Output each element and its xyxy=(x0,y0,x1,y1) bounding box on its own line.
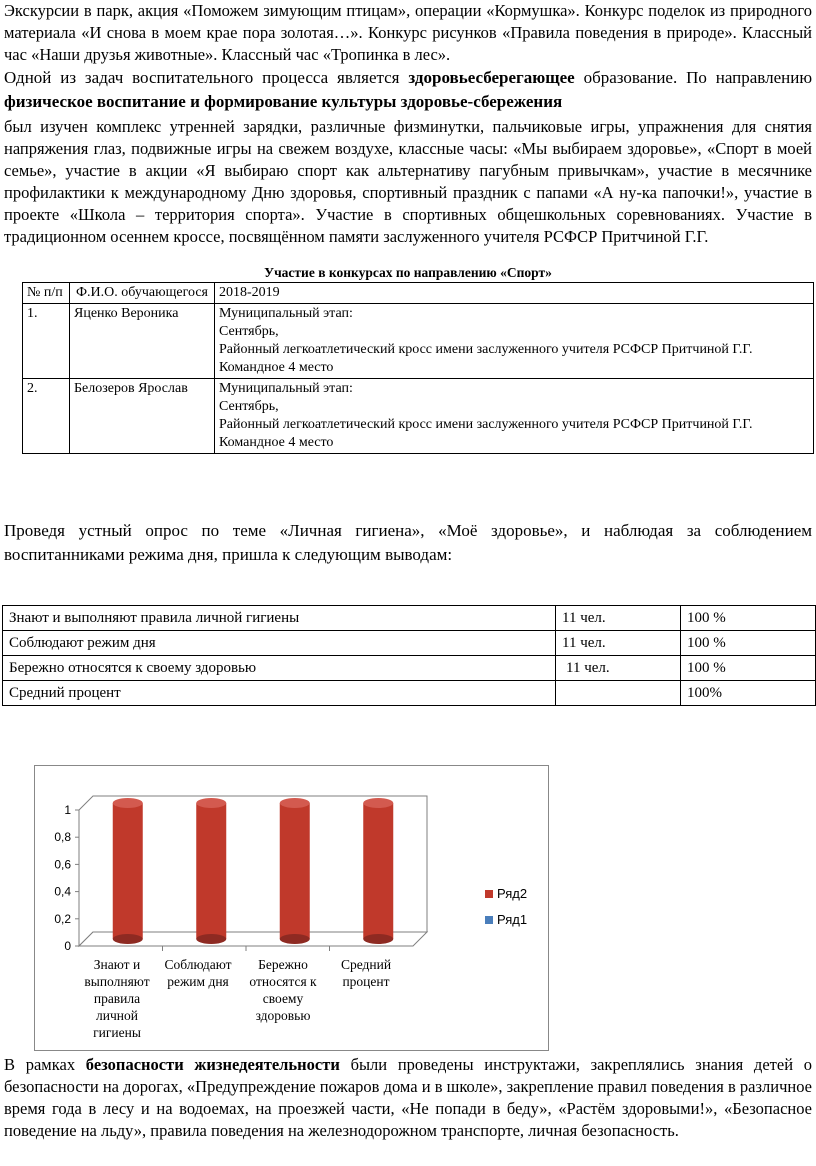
y-tick-label: 0,2 xyxy=(54,911,71,926)
table-row xyxy=(3,656,816,681)
survey-item: Средний процент xyxy=(3,681,556,706)
survey-percent: 100 % xyxy=(681,606,816,631)
survey-count: 11 чел. xyxy=(556,606,681,631)
contest-details xyxy=(215,379,814,454)
survey-item: Соблюдают режим дня xyxy=(3,631,556,656)
contest-result: Командное 4 место xyxy=(219,360,334,375)
sport-contests-table xyxy=(22,282,814,454)
bar-top xyxy=(196,798,226,808)
survey-bar-chart xyxy=(34,765,549,1051)
legend-swatch xyxy=(485,916,493,924)
survey-count xyxy=(556,681,681,706)
x-tick-label: Средний процент xyxy=(340,957,392,989)
contest-name: Районный легкоатлетический кросс имени заслуженного учителя РСФСР Притчиной Г.Г. xyxy=(219,417,753,432)
table-row xyxy=(23,304,814,379)
survey-results-table xyxy=(2,605,816,706)
table-row xyxy=(3,681,816,706)
y-tick-label: 1 xyxy=(64,803,71,817)
x-tick-label: Соблюдают режим дня xyxy=(164,957,232,989)
bar xyxy=(280,803,310,939)
y-tick-label: 0,4 xyxy=(54,884,71,899)
task-text: Одной из задач воспитательного процесса является xyxy=(4,68,400,87)
survey-percent: 100 % xyxy=(681,656,816,681)
health-saving-term: здоровьесберегающее xyxy=(408,68,575,87)
row-number: 2. xyxy=(23,379,70,454)
bar-base xyxy=(113,934,143,944)
contest-result: Командное 4 место xyxy=(219,435,334,450)
safety-paragraph xyxy=(4,1054,812,1142)
survey-intro: Проведя устный опрос по теме «Личная гигиена», «Моё здоровье», и наблюдая за соблюдением воспитанниками режима дня, пришла к следующим выводам: xyxy=(4,521,812,564)
sport-table-caption: Участие в конкурсах по направлению «Спорт» xyxy=(264,265,552,280)
bar-base xyxy=(363,934,393,944)
health-task-paragraph xyxy=(4,66,812,114)
bar xyxy=(196,803,226,939)
legend-swatch xyxy=(485,890,493,898)
contest-stage: Муниципальный этап: xyxy=(219,381,353,396)
header-student-name: Ф.И.О. обучающегося xyxy=(70,283,215,304)
bar-top xyxy=(113,798,143,808)
student-name: Яценко Вероника xyxy=(70,304,215,379)
header-number: № п/п xyxy=(23,283,70,304)
activities-paragraph: был изучен комплекс утренней зарядки, различные физминутки, пальчиковые игры, упражнения для снятия напряжения глаз, подвижные игры на свежем воздухе, классные часы: «Мы выбираем здоровье», «Спорт в моей семье», участие в акции «Я выбираю спорт как альтернативу пагубным привычкам», участие в месячнике профилактики к международному Дню здоровья, спортивный праздник с папами «А ну-ка папочки!», участие в проекте «Школа – территория спорта». Участие в спортивных общешкольных соревнованиях. Участие в традиционном осеннем кроссе, посвящённом памяти заслуженного учителя РСФСР Притчиной Г.Г. xyxy=(4,117,812,246)
header-year: 2018-2019 xyxy=(215,283,814,304)
intro-paragraph: Экскурсии в парк, акция «Поможем зимующим птицам», операции «Кормушка». Конкурс поделок из природного материала «И снова в моем крае пора золотая…». Конкурс рисунков «Правила поведения в природе». Классный час «Наши друзья животные». Классный час «Тропинка в лес». xyxy=(4,1,812,64)
bar-top xyxy=(363,798,393,808)
bar xyxy=(113,803,143,939)
table-row xyxy=(3,606,816,631)
x-tick-label: Знают и выполняют правила личной гигиены xyxy=(84,957,150,1040)
survey-percent: 100 % xyxy=(681,631,816,656)
physical-education-term: физическое воспитание и формирование культуры здоровье-сбережения xyxy=(4,92,563,111)
survey-item: Бережно относятся к своему здоровью xyxy=(3,656,556,681)
legend-label: Ряд1 xyxy=(497,912,528,927)
y-tick-label: 0,8 xyxy=(54,830,71,845)
safety-text: В рамках xyxy=(4,1055,76,1074)
y-tick-label: 0,6 xyxy=(54,857,71,872)
table-header-row xyxy=(23,283,814,304)
bar-base xyxy=(280,934,310,944)
survey-count: 11 чел. xyxy=(556,631,681,656)
contest-name: Районный легкоатлетический кросс имени заслуженного учителя РСФСР Притчиной Г.Г. xyxy=(219,342,753,357)
bar-base xyxy=(196,934,226,944)
contest-details xyxy=(215,304,814,379)
student-name: Белозеров Ярослав xyxy=(70,379,215,454)
legend-label: Ряд2 xyxy=(497,886,528,901)
life-safety-term: безопасности жизнедеятельности xyxy=(85,1055,340,1074)
survey-count: 11 чел. xyxy=(556,656,681,681)
x-tick-label: Бережно относятся к своему здоровью xyxy=(249,957,317,1023)
task-text-2: образование. По направлению xyxy=(583,68,813,87)
contest-month: Сентябрь, xyxy=(219,324,279,339)
contest-stage: Муниципальный этап: xyxy=(219,306,353,321)
table-row xyxy=(3,631,816,656)
y-tick-label: 0 xyxy=(64,939,71,953)
row-number: 1. xyxy=(23,304,70,379)
safety-text-2: были проведены инструктажи, закреплялись знания детей о безопасности на дорогах, «Предупреждение пожаров дома и в школе», закрепление правил поведения в различное время года в лесу и на водоемах, на проезжей части, «Не попади в беду», «Растём здоровыми!», «Безопасное поведение на льду», правила поведения на железнодорожном транспорте, личная безопасность. xyxy=(4,1055,812,1140)
bar-top xyxy=(280,798,310,808)
survey-percent: 100% xyxy=(681,681,816,706)
bar xyxy=(363,803,393,939)
survey-item: Знают и выполняют правила личной гигиены xyxy=(3,606,556,631)
table-row xyxy=(23,379,814,454)
contest-month: Сентябрь, xyxy=(219,399,279,414)
